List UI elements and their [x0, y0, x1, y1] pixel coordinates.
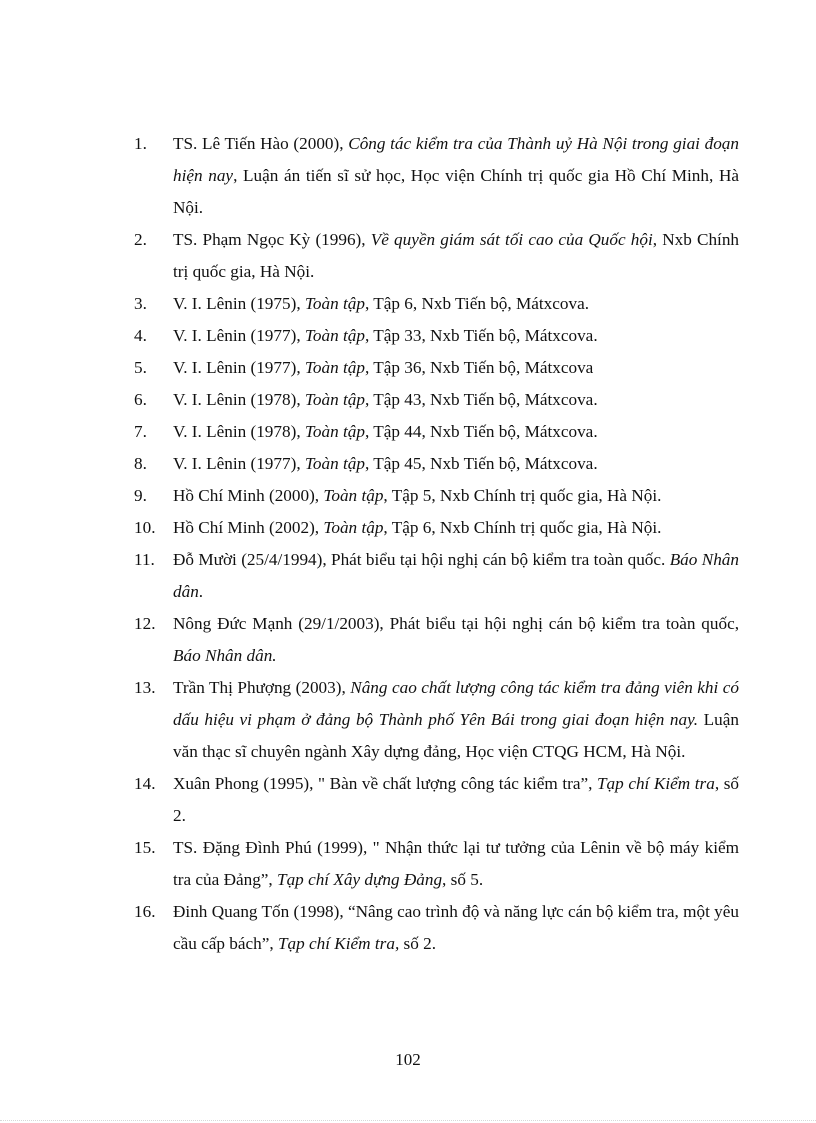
reference-item: [134, 224, 739, 288]
reference-segment: Hồ Chí Minh (2000),: [173, 486, 324, 505]
reference-segment: , Tập 45, Nxb Tiến bộ, Mátxcova.: [364, 454, 598, 473]
reference-text: [173, 672, 739, 768]
reference-title: Báo Nhân dân: [173, 550, 739, 601]
reference-segment: , Tập 44, Nxb Tiến bộ, Mátxcova.: [364, 422, 598, 441]
reference-number: 6.: [134, 390, 147, 409]
reference-item: [134, 352, 739, 384]
reference-number: 3.: [134, 294, 147, 313]
reference-segment: Luận văn thạc sĩ chuyên ngành Xây dựng đảng, Học viện CTQG HCM, Hà Nội.: [173, 710, 739, 761]
reference-segment: Trần Thị Phượng (2003),: [173, 678, 351, 697]
reference-text: [173, 768, 739, 832]
reference-item: [134, 480, 739, 512]
reference-item: [134, 544, 739, 608]
reference-number: 14.: [134, 774, 156, 793]
reference-number: 7.: [134, 422, 147, 441]
reference-segment: V. I. Lênin (1978),: [173, 422, 305, 441]
reference-text: [173, 352, 739, 384]
reference-number: 10.: [134, 518, 156, 537]
reference-title: Tạp chí Xây dựng Đảng: [277, 870, 443, 889]
reference-segment: số 2.: [399, 934, 437, 953]
reference-number: 15.: [134, 838, 156, 857]
reference-title: Toàn tập: [323, 486, 384, 505]
reference-text: [173, 608, 739, 672]
reference-segment: , Luận án tiến sĩ sử học, Học viện Chính trị quốc gia Hồ Chí Minh, Hà Nội.: [173, 166, 739, 217]
reference-segment: Đinh Quang Tốn (1998), “Nâng cao trình độ và năng lực cán bộ kiểm tra, một yêu cầu cấp bách”,: [173, 902, 739, 953]
page-bottom-divider: [0, 1120, 816, 1121]
reference-list: [0, 128, 816, 960]
reference-number: 1.: [134, 134, 147, 153]
reference-segment: .: [198, 582, 204, 601]
reference-title: Nâng cao chất lượng công tác kiểm tra đảng viên khi có dấu hiệu vi phạm ở đảng bộ Thành phố Yên Bái trong giai đoạn hiện nay.: [173, 678, 739, 729]
reference-number: 11.: [134, 550, 155, 569]
reference-segment: V. I. Lênin (1977),: [173, 454, 305, 473]
reference-segment: , Tập 33, Nxb Tiến bộ, Mátxcova.: [364, 326, 598, 345]
reference-number: 2.: [134, 230, 147, 249]
reference-item: [134, 896, 739, 960]
reference-item: [134, 416, 739, 448]
reference-item: [134, 384, 739, 416]
reference-title: Toàn tập: [304, 390, 365, 409]
reference-item: [134, 832, 739, 896]
reference-segment: , số 2.: [173, 774, 739, 825]
reference-segment: , Tập 36, Nxb Tiến bộ, Mátxcova: [364, 358, 594, 377]
reference-number: 16.: [134, 902, 156, 921]
reference-text: [173, 288, 739, 320]
reference-number: 4.: [134, 326, 147, 345]
reference-text: [173, 128, 739, 224]
reference-title: Công tác kiểm tra của Thành uỷ Hà Nội trong giai đoạn hiện nay: [173, 134, 739, 185]
reference-item: [134, 320, 739, 352]
reference-title: Toàn tập: [304, 326, 365, 345]
reference-title: Toàn tập: [304, 358, 365, 377]
reference-segment: V. I. Lênin (1975),: [173, 294, 305, 313]
reference-item: [134, 288, 739, 320]
reference-number: 9.: [134, 486, 147, 505]
reference-title: Toàn tập: [323, 518, 384, 537]
reference-segment: V. I. Lênin (1978),: [173, 390, 305, 409]
reference-segment: TS. Phạm Ngọc Kỳ (1996),: [173, 230, 371, 249]
reference-title: Toàn tập: [304, 294, 365, 313]
reference-number: 8.: [134, 454, 147, 473]
reference-segment: V. I. Lênin (1977),: [173, 358, 305, 377]
reference-segment: TS. Lê Tiến Hào (2000),: [173, 134, 349, 153]
reference-segment: TS. Đặng Đình Phú (1999), " Nhận thức lại tư tưởng của Lênin về bộ máy kiểm tra của Đảng”,: [173, 838, 739, 889]
reference-segment: V. I. Lênin (1977),: [173, 326, 305, 345]
reference-title: Tạp chí Kiểm tra,: [277, 934, 400, 953]
reference-segment: Đỗ Mười (25/4/1994), Phát biểu tại hội nghị cán bộ kiểm tra toàn quốc.: [173, 550, 670, 569]
reference-segment: , Nxb Chính trị quốc gia, Hà Nội.: [173, 230, 740, 281]
reference-segment: Nông Đức Mạnh (29/1/2003), Phát biểu tại hội nghị cán bộ kiểm tra toàn quốc,: [173, 614, 739, 633]
reference-title: Về quyền giám sát tối cao của Quốc hội: [370, 230, 653, 249]
reference-item: [134, 672, 739, 768]
reference-number: 13.: [134, 678, 156, 697]
reference-item: [134, 608, 739, 672]
reference-item: [134, 768, 739, 832]
reference-segment: Hồ Chí Minh (2002),: [173, 518, 324, 537]
reference-segment: , Tập 43, Nxb Tiến bộ, Mátxcova.: [364, 390, 598, 409]
reference-item: [134, 448, 739, 480]
reference-text: [173, 384, 739, 416]
reference-title: Toàn tập: [304, 454, 365, 473]
reference-title: Toàn tập: [304, 422, 365, 441]
reference-text: [173, 416, 739, 448]
reference-segment: , số 5.: [442, 870, 484, 889]
reference-number: 12.: [134, 614, 156, 633]
reference-text: [173, 320, 739, 352]
reference-title: Báo Nhân dân.: [173, 646, 277, 665]
reference-text: [173, 448, 739, 480]
reference-number: 5.: [134, 358, 147, 377]
reference-item: [134, 512, 739, 544]
reference-text: [173, 224, 739, 288]
reference-text: [173, 512, 739, 544]
reference-title: Tạp chí Kiểm tra: [597, 774, 715, 793]
reference-text: [173, 896, 739, 960]
reference-text: [173, 832, 739, 896]
reference-text: [173, 480, 739, 512]
reference-item: [134, 128, 739, 224]
reference-segment: , Tập 6, Nxb Chính trị quốc gia, Hà Nội.: [383, 518, 662, 537]
reference-segment: , Tập 6, Nxb Tiến bộ, Mátxcova.: [364, 294, 590, 313]
reference-segment: , Tập 5, Nxb Chính trị quốc gia, Hà Nội.: [383, 486, 662, 505]
reference-segment: Xuân Phong (1995), " Bàn về chất lượng công tác kiểm tra”,: [173, 774, 597, 793]
reference-text: [173, 544, 739, 608]
page-number: 102: [395, 1050, 421, 1069]
